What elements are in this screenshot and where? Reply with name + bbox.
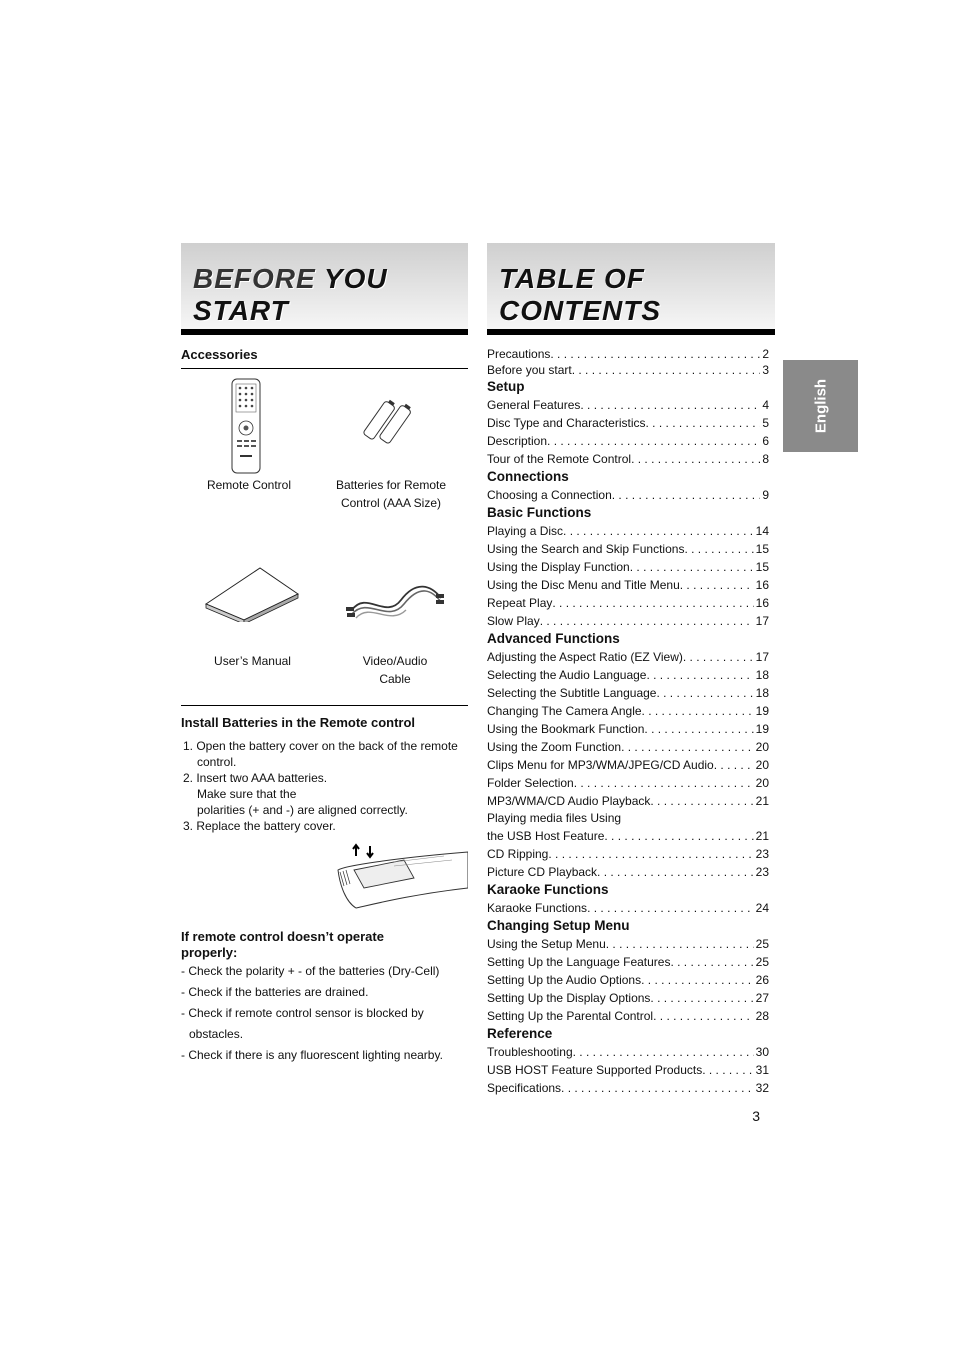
toc-section-reference: Reference bbox=[487, 1026, 553, 1041]
toc-entry[interactable]: Picture CD Playback . . . 23 bbox=[487, 863, 769, 881]
toc-entry[interactable]: Using the Bookmark Function . . . 19 bbox=[487, 720, 769, 738]
table-of-contents-banner bbox=[487, 243, 775, 335]
toc-section-basic-functions: Basic Functions bbox=[487, 505, 592, 520]
toc-entry[interactable]: CD Ripping . . . 23 bbox=[487, 845, 769, 863]
accessories-heading: Accessories bbox=[181, 347, 258, 362]
toc-entry[interactable]: Specifications . . . 32 bbox=[487, 1079, 769, 1097]
toc-entry[interactable]: Setting Up the Language Features . . . 25 bbox=[487, 953, 769, 971]
troubleshoot-remote-section bbox=[181, 929, 473, 1066]
page-number: 3 bbox=[752, 1108, 760, 1124]
toc-section-setup: Setup bbox=[487, 379, 525, 394]
toc-entry[interactable]: Before you start . . . 3 bbox=[487, 362, 769, 378]
install-batteries-heading: Install Batteries in the Remote control bbox=[181, 715, 416, 730]
troubleshoot-list: - Check the polarity + - of the batteries (Dry-Cell) - Check if the batteries are drained. - Check if remote control sensor is blocked by obstacles. - Check if there is any fluorescent lighting nearby. bbox=[181, 964, 443, 1062]
toc-entry[interactable]: Troubleshooting . . . 30 bbox=[487, 1043, 769, 1061]
before-you-start-title: BEFORE YOU START bbox=[193, 263, 388, 326]
toc-entry[interactable]: Using the Display Function . . . 15 bbox=[487, 558, 769, 576]
toc-entry[interactable]: Description . . . 6 bbox=[487, 432, 769, 450]
toc-entry[interactable]: Playing a Disc . . . 14 bbox=[487, 522, 769, 540]
toc-entry[interactable]: Using the Setup Menu . . . 25 bbox=[487, 935, 769, 953]
toc-entry[interactable]: Repeat Play . . . 16 bbox=[487, 594, 769, 612]
toc-entry[interactable]: MP3/WMA/CD Audio Playback . . . 21 bbox=[487, 792, 769, 810]
toc-entry[interactable]: Adjusting the Aspect Ratio (EZ View) . . . 17 bbox=[487, 648, 769, 666]
toc-entry[interactable]: Choosing a Connection . . . 9 bbox=[487, 486, 769, 504]
toc-entry[interactable]: Slow Play . . . 17 bbox=[487, 612, 769, 630]
toc-entry[interactable]: Karaoke Functions . . . 24 bbox=[487, 899, 769, 917]
av-cable-image bbox=[346, 580, 446, 626]
toc-entry[interactable]: Setting Up the Parental Control . . . 28 bbox=[487, 1007, 769, 1025]
toc-entry[interactable]: Using the Search and Skip Functions . . . 15 bbox=[487, 540, 769, 558]
toc-section-advanced-functions: Advanced Functions bbox=[487, 631, 620, 646]
remote-control-image bbox=[230, 378, 262, 474]
toc-entry[interactable]: Using the Zoom Function . . . 20 bbox=[487, 738, 769, 756]
accessory-users-manual: User’s Manual bbox=[214, 654, 291, 668]
toc-entry[interactable]: USB HOST Feature Supported Products . . . 31 bbox=[487, 1061, 769, 1079]
toc-entry[interactable]: Disc Type and Characteristics . . . 5 bbox=[487, 414, 769, 432]
toc-entry[interactable]: General Features . . . 4 bbox=[487, 396, 769, 414]
divider bbox=[181, 705, 468, 706]
before-you-start-banner bbox=[181, 243, 468, 335]
table-of-contents bbox=[487, 346, 769, 1097]
toc-entry-continued: Playing media files Using bbox=[487, 811, 622, 825]
language-tab: English bbox=[783, 360, 858, 452]
users-manual-image bbox=[204, 566, 300, 622]
accessory-batteries: Batteries for Remote Control (AAA Size) bbox=[335, 478, 447, 510]
toc-entry[interactable]: Using the Disc Menu and Title Menu . . . 16 bbox=[487, 576, 769, 594]
toc-entry[interactable]: Setting Up the Display Options . . . 27 bbox=[487, 989, 769, 1007]
toc-entry[interactable]: Setting Up the Audio Options . . . 26 bbox=[487, 971, 769, 989]
accessory-av-cable: Video/Audio Cable bbox=[362, 654, 428, 686]
toc-entry[interactable]: Selecting the Subtitle Language . . . 18 bbox=[487, 684, 769, 702]
toc-section-connections: Connections bbox=[487, 469, 569, 484]
toc-entry[interactable]: Tour of the Remote Control . . . 8 bbox=[487, 450, 769, 468]
toc-entry[interactable]: Folder Selection . . . 20 bbox=[487, 774, 769, 792]
toc-section-karaoke-functions: Karaoke Functions bbox=[487, 882, 609, 897]
toc-section-changing-setup-menu: Changing Setup Menu bbox=[487, 918, 630, 933]
toc-entry[interactable]: Clips Menu for MP3/WMA/JPEG/CD Audio . . . 20 bbox=[487, 756, 769, 774]
troubleshoot-heading: If remote control doesn’t operate properly: bbox=[181, 929, 384, 960]
battery-cover-illustration bbox=[334, 842, 468, 910]
install-steps: 1. Open the battery cover on the back of the remote control. 2. Insert two AAA batteries. Make sure that the polarities (+ and -) are aligned correctly. 3. Replace the battery cover. bbox=[183, 739, 458, 833]
divider bbox=[181, 368, 468, 369]
batteries-image bbox=[358, 392, 422, 448]
table-of-contents-title: TABLE OF CONTENTS bbox=[499, 263, 661, 326]
accessory-remote-control: Remote Control bbox=[206, 478, 292, 492]
toc-entry[interactable]: Selecting the Audio Language . . . 18 bbox=[487, 666, 769, 684]
install-batteries-section bbox=[181, 715, 471, 834]
toc-entry[interactable]: Changing The Camera Angle . . . 19 bbox=[487, 702, 769, 720]
toc-entry[interactable]: Precautions . . . 2 bbox=[487, 346, 769, 362]
before-you-start-section bbox=[181, 346, 468, 369]
toc-entry[interactable]: the USB Host Feature . . . 21 bbox=[487, 827, 769, 845]
